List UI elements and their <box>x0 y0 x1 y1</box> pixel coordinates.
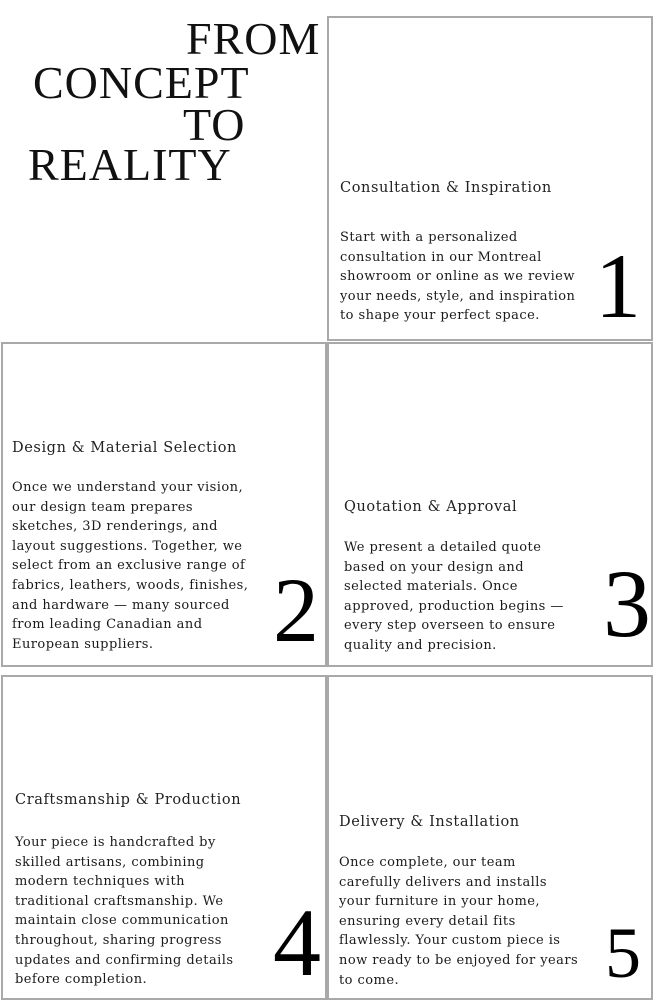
step-card-quotation <box>327 342 653 667</box>
step-description: Start with a personalized consultation in our Montreal showroom or online as we review your needs, style, and inspiration to shape your perfect space. <box>340 230 576 324</box>
step-description: Once we understand your vision, our design team prepares sketches, 3D renderings, and layout suggestions. Together, we select from an exclusive range of fabrics, leathers, woods, finishes, and hardware — many sourced from leading Canadian and European suppliers. <box>12 480 249 652</box>
title-line-concept: CONCEPT <box>33 57 250 108</box>
step-number: 5 <box>605 913 641 993</box>
step-card-craftsmanship <box>1 675 327 1000</box>
step-number: 1 <box>595 235 641 337</box>
title-line-reality: REALITY <box>28 139 232 190</box>
step-heading: Consultation & Inspiration <box>340 180 552 196</box>
step-number: 3 <box>603 550 651 657</box>
step-description: Your piece is handcrafted by skilled artisans, combining modern techniques with traditional craftsmanship. We maintain close communication throughout, sharing progress updates and confirming details before completion. <box>15 835 234 988</box>
step-description: We present a detailed quote based on your design and selected materials. Once approved, production begins — every step overseen to ensure quality and precision. <box>344 540 564 653</box>
step-card-consultation <box>327 16 653 341</box>
step-card-delivery <box>327 675 653 1000</box>
step-description: Once complete, our team carefully delivers and installs your furniture in your home, ensuring every detail fits flawlessly. Your custom piece is now ready to be enjoyed for years to come. <box>339 855 579 988</box>
step-card-design <box>1 342 327 667</box>
page-title <box>0 0 327 340</box>
title-line-to: TO <box>183 99 246 150</box>
title-line-from: FROM <box>186 13 321 64</box>
step-heading: Quotation & Approval <box>344 499 518 515</box>
step-number: 4 <box>273 889 321 996</box>
step-number: 2 <box>273 559 319 661</box>
step-heading: Design & Material Selection <box>12 440 237 456</box>
step-heading: Craftsmanship & Production <box>15 792 242 808</box>
step-heading: Delivery & Installation <box>339 814 520 830</box>
